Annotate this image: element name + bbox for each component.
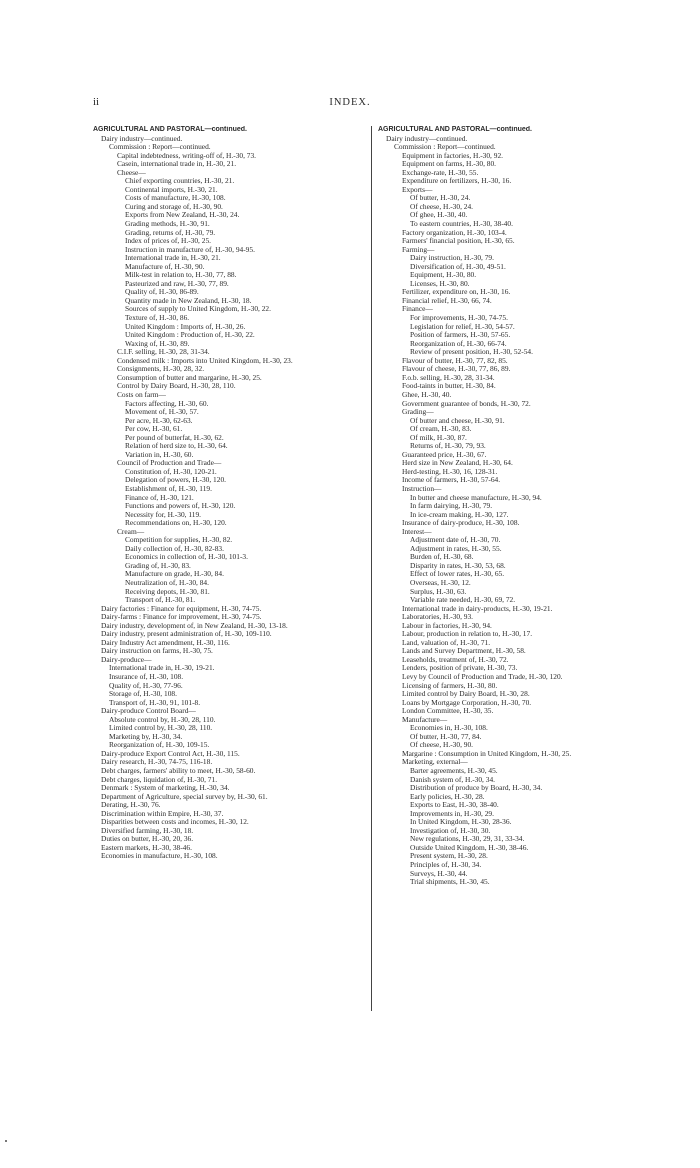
index-entry: Dairy research, H.-30, 74-75, 116-18. — [101, 758, 213, 767]
index-entry: Guaranteed price, H.-30, 67. — [402, 450, 487, 459]
index-entry: Lands and Survey Department, H.-30, 58. — [402, 647, 526, 656]
index-entry: Grading of, H.-30, 83. — [125, 561, 191, 570]
index-entry: Laboratories, H.-30, 93. — [402, 613, 474, 622]
index-entry: Trial shipments, H.-30, 45. — [410, 878, 490, 887]
index-entry: Reorganization of, H.-30, 109-15. — [109, 741, 210, 750]
index-entry: Casein, international trade in, H.-30, 21. — [117, 160, 237, 169]
index-entry: Dairy instruction, H.-30, 79. — [410, 254, 494, 263]
index-entry: Per cow, H.-30, 61. — [125, 425, 183, 434]
index-entry: Constitution of, H.-30, 120-21. — [125, 467, 217, 476]
index-entry: Labour, production in relation to, H.-30, 17. — [402, 630, 533, 639]
index-entry: Absolute control by, H.-30, 28, 110. — [109, 715, 216, 724]
index-entry: Duties on butter, H.-30, 20, 36. — [101, 835, 194, 844]
index-entry: Debt charges, farmers' ability to meet, H.-30, 58-60. — [101, 767, 256, 776]
index-column-left — [93, 126, 376, 861]
index-entry: Functions and powers of, H.-30, 120. — [125, 502, 236, 511]
index-entry: Instruction in manufacture of, H.-30, 94-95. — [125, 245, 255, 254]
index-entry: Dairy-produce— — [101, 655, 152, 664]
index-entry: Flavour of cheese, H.-30, 77, 86, 89. — [402, 365, 511, 374]
index-entry: New regulations, H.-30, 29, 31, 33-34. — [410, 835, 525, 844]
index-entry: Marketing, external— — [402, 758, 468, 767]
index-entry: Lenders, position of private, H.-30, 73. — [402, 664, 518, 673]
index-entry: Movement of, H.-30, 57. — [125, 408, 199, 417]
index-entry: Per acre, H.-30, 62-63. — [125, 416, 193, 425]
index-entry: International trade in dairy-products, H.-30, 19-21. — [402, 604, 553, 613]
index-entry: Insurance of dairy-produce, H.-30, 108. — [402, 519, 520, 528]
index-entry: Of butter and cheese, H.-30, 91. — [410, 416, 505, 425]
index-entry: Grading— — [402, 408, 434, 417]
index-entry: Interest— — [402, 527, 432, 536]
index-entry: Financial relief, H.-30, 66, 74. — [402, 296, 492, 305]
index-entry: Distribution of produce by Board, H.-30, 34. — [410, 784, 543, 793]
index-entry: Index of prices of, H.-30, 25. — [125, 237, 211, 246]
index-entry: Factory organization, H.-30, 103-4. — [402, 228, 507, 237]
index-entry: Equipment, H.-30, 80. — [410, 271, 477, 280]
index-entry: Discrimination within Empire, H.-30, 37. — [101, 809, 224, 818]
index-entry: Expenditure on fertilizers, H.-30, 16. — [402, 177, 512, 186]
index-entry: Herd-testing, H.-30, 16, 128-31. — [402, 467, 498, 476]
index-entry: Factors affecting, H.-30, 60. — [125, 399, 209, 408]
index-entry: Diversification of, H.-30, 49-51. — [410, 262, 506, 271]
index-entry: Chief exporting countries, H.-30, 21. — [125, 177, 235, 186]
index-entry: Relation of herd size to, H.-30, 64. — [125, 442, 228, 451]
index-entry: Licensing of farmers, H.-30, 80. — [402, 681, 498, 690]
index-entry: In ice-cream making, H.-30, 127. — [410, 510, 509, 519]
index-entry: Condensed milk : Imports into United Kingdom, H.-30, 23. — [117, 356, 293, 365]
index-entry: Economies in, H.-30, 108. — [410, 724, 488, 733]
index-entry: Of cheese, H.-30, 90. — [410, 741, 474, 750]
index-entry: Texture of, H.-30, 86. — [125, 314, 190, 323]
index-entry: Outside United Kingdom, H.-30, 38-46. — [410, 843, 529, 852]
index-entry: Fertilizer, expenditure on, H.-30, 16. — [402, 288, 511, 297]
index-entry: Cream— — [117, 527, 145, 536]
index-entry: Eastern markets, H.-30, 38-46. — [101, 843, 192, 852]
index-entry: Economies in manufacture, H.-30, 108. — [101, 852, 218, 861]
index-entry: Capital indebtedness, writing-off of, H.-30, 73. — [117, 151, 257, 160]
index-entry: Consignments, H.-30, 28, 32. — [117, 365, 205, 374]
page-number: ii — [93, 96, 100, 108]
index-entry: Dairy instruction on farms, H.-30, 75. — [101, 647, 213, 656]
index-entry: Disparities between costs and incomes, H.-30, 12. — [101, 818, 249, 827]
index-entry: Manufacture of, H.-30, 90. — [125, 262, 205, 271]
index-entry: Surplus, H.-30, 63. — [410, 587, 467, 596]
index-entry: Costs on farm— — [117, 390, 166, 399]
index-entry: Exports— — [402, 185, 433, 194]
index-entry: Cheese— — [117, 168, 146, 177]
index-entry: To eastern countries, H.-30, 38-40. — [410, 220, 513, 229]
index-entry: Farmers' financial position, H.-30, 65. — [402, 237, 515, 246]
index-entry: Neutralization of, H.-30, 84. — [125, 578, 209, 587]
index-entry: Quality of, H.-30, 86-89. — [125, 288, 199, 297]
index-entry: Of milk, H.-30, 87. — [410, 433, 467, 442]
index-entry: Costs of manufacture, H.-30, 108. — [125, 194, 226, 203]
index-entry: Derating, H.-30, 76. — [101, 801, 161, 810]
index-entry: Dairy industry—continued. — [101, 134, 183, 143]
index-entry: Herd size in New Zealand, H.-30, 64. — [402, 459, 513, 468]
index-entry: Diversified farming, H.-30, 18. — [101, 826, 194, 835]
index-entry: Economics in collection of, H.-30, 101-3. — [125, 553, 248, 562]
index-entry: Storage of, H.-30, 108. — [109, 690, 177, 699]
index-entry: Overseas, H.-30, 12. — [410, 578, 471, 587]
index-entry: Transport of, H.-30, 81. — [125, 596, 196, 605]
index-entry: Transport of, H.-30, 91, 101-8. — [109, 698, 201, 707]
index-entry: F.o.b. selling, H.-30, 28, 31-34. — [402, 373, 495, 382]
index-entry: Denmark : System of marketing, H.-30, 34. — [101, 784, 230, 793]
index-entry: Of cheese, H.-30, 24. — [410, 202, 474, 211]
index-entry: Competition for supplies, H.-30, 82. — [125, 536, 233, 545]
index-entry: Income of farmers, H.-30, 57-64. — [402, 476, 501, 485]
index-entry: AGRICULTURAL AND PASTORAL—continued. — [93, 126, 247, 133]
index-entry: Receiving depots, H.-30, 81. — [125, 587, 210, 596]
index-entry: Limited control by, H.-30, 28, 110. — [109, 724, 213, 733]
index-entry: Of ghee, H.-30, 40. — [410, 211, 468, 220]
index-entry: Marketing by, H.-30, 34. — [109, 732, 183, 741]
index-entry: Manufacture on grade, H.-30, 84. — [125, 570, 224, 579]
index-entry: C.I.F. selling, H.-30, 28, 31-34. — [117, 348, 210, 357]
index-entry: Dairy-produce Control Board— — [101, 707, 196, 716]
index-entry: Of butter, H.-30, 24. — [410, 194, 471, 203]
index-entry: Grading methods, H.-30, 91. — [125, 220, 210, 229]
index-entry: Licenses, H.-30, 80. — [410, 279, 470, 288]
index-entry: Manufacture— — [402, 715, 448, 724]
index-entry: Quality of, H.-30, 77-96. — [109, 681, 183, 690]
index-entry: Farming— — [402, 245, 435, 254]
index-entry: Insurance of, H.-30, 108. — [109, 673, 184, 681]
index-entry: Position of farmers, H.-30, 57-65. — [410, 331, 511, 340]
index-entry: Necessity for, H.-30, 119. — [125, 510, 201, 519]
index-entry: Pasteurized and raw, H.-30, 77, 89. — [125, 279, 229, 288]
index-entry: Equipment on farms, H.-30, 80. — [402, 160, 497, 169]
index-entry: Danish system of, H.-30, 34. — [410, 775, 495, 784]
index-column-right — [378, 126, 661, 887]
index-entry: Labour in factories, H.-30, 94. — [402, 621, 492, 630]
index-entry: Of cream, H.-30, 83. — [410, 425, 472, 434]
column-divider — [371, 126, 372, 1011]
index-entry: Exports to East, H.-30, 38-40. — [410, 801, 499, 810]
index-entry: Exchange-rate, H.-30, 55. — [402, 168, 479, 177]
index-entry: London Committee, H.-30, 35. — [402, 707, 494, 716]
index-entry: Variation in, H.-30, 60. — [125, 450, 194, 459]
index-entry: Dairy-farms : Finance for improvement, H.-30, 74-75. — [101, 613, 262, 622]
index-entry: AGRICULTURAL AND PASTORAL—continued. — [378, 126, 532, 133]
index-entry: For improvements, H.-30, 74-75. — [410, 314, 508, 323]
index-entry: Delegation of powers, H.-30, 120. — [125, 476, 226, 485]
index-entry: Investigation of, H.-30, 30. — [410, 826, 491, 835]
index-entry: Adjustment in rates, H.-30, 55. — [410, 544, 502, 553]
scan-speck — [5, 1140, 7, 1142]
index-entry: Milk-test in relation to, H.-30, 77, 88. — [125, 271, 237, 280]
index-entry: Dairy industry, present administration of, H.-30, 109-110. — [101, 630, 272, 639]
index-entry: Loans by Mortgage Corporation, H.-30, 70. — [402, 698, 532, 707]
index-entry: Continental imports, H.-30, 21. — [125, 185, 218, 194]
index-entry: United Kingdom : Imports of, H.-30, 26. — [125, 322, 246, 331]
index-entry: Legislation for relief, H.-30, 54-57. — [410, 322, 515, 331]
index-entry: Department of Agriculture, special survey by, H.-30, 61. — [101, 792, 268, 801]
index-entry: Variable rate needed, H.-30, 69, 72. — [410, 596, 516, 605]
index-entry: Improvements in, H.-30, 29. — [410, 809, 494, 818]
index-entry: Effect of lower rates, H.-30, 65. — [410, 570, 505, 579]
index-entry: Leaseholds, treatment of, H.-30, 72. — [402, 655, 509, 664]
index-entry: Reorganization of, H.-30, 66-74. — [410, 339, 507, 348]
index-entry: Disparity in rates, H.-30, 53, 68. — [410, 561, 506, 570]
index-entry: Finance of, H.-30, 121. — [125, 493, 194, 502]
index-entry: Flavour of butter, H.-30, 77, 82, 85. — [402, 356, 508, 365]
index-entry: Dairy Industry Act amendment, H.-30, 116. — [101, 638, 230, 647]
index-entry: Commission : Report—continued. — [394, 143, 496, 152]
index-entry: In United Kingdom, H.-30, 28-36. — [410, 818, 512, 827]
index-entry: Instruction— — [402, 484, 442, 493]
index-entry: Dairy industry, development of, in New Zealand, H.-30, 13-18. — [101, 621, 288, 630]
index-entry: Council of Production and Trade— — [117, 459, 222, 468]
index-entry: Present system, H.-30, 28. — [410, 852, 488, 861]
index-entry: Barter agreements, H.-30, 45. — [410, 767, 498, 776]
index-entry: In butter and cheese manufacture, H.-30, 94. — [410, 493, 542, 502]
index-entry: Review of present position, H.-30, 52-54. — [410, 348, 533, 357]
index-entry: Grading, returns of, H.-30, 79. — [125, 228, 216, 237]
index-entry: Dairy factories : Finance for equipment, H.-30, 74-75. — [101, 604, 262, 613]
index-entry: Waxing of, H.-30, 89. — [125, 339, 190, 348]
index-entry: Dairy-produce Export Control Act, H.-30, 115. — [101, 749, 240, 758]
index-entry: Principles of, H.-30, 34. — [410, 861, 482, 870]
index-entry: United Kingdom : Production of, H.-30, 22. — [125, 331, 255, 340]
index-entry: Limited control by Dairy Board, H.-30, 28. — [402, 690, 530, 699]
index-entry: Quantity made in New Zealand, H.-30, 18. — [125, 296, 252, 305]
index-entry: Establishment of, H.-30, 119. — [125, 484, 212, 493]
index-entry: Dairy industry—continued. — [386, 134, 468, 143]
index-entry: Recommendations on, H.-30, 120. — [125, 519, 227, 528]
index-entry: Daily collection of, H.-30, 82-83. — [125, 544, 224, 553]
index-entry: Debt charges, liquidation of, H.-30, 71. — [101, 775, 218, 784]
index-entry: Sources of supply to United Kingdom, H.-30, 22. — [125, 305, 271, 314]
index-entry: Returns of, H.-30, 79, 93. — [410, 442, 486, 451]
index-entry: Exports from New Zealand, H.-30, 24. — [125, 211, 240, 220]
index-entry: Early policies, H.-30, 28. — [410, 792, 485, 801]
index-entry: Surveys, H.-30, 44. — [410, 869, 468, 878]
index-entry: Levy by Council of Production and Trade, H.-30, 120. — [402, 673, 563, 681]
index-entry: Finance— — [402, 305, 433, 314]
index-entry: Curing and storage of, H.-30, 90. — [125, 202, 223, 211]
index-entry: Of butter, H.-30, 77, 84. — [410, 732, 482, 741]
page-title: INDEX. — [329, 97, 371, 108]
index-entry: Margarine : Consumption in United Kingdom, H.-30, 25. — [402, 749, 572, 758]
index-entry: Per pound of butterfat, H.-30, 62. — [125, 433, 224, 442]
index-entry: Ghee, H.-30, 40. — [402, 390, 452, 399]
index-entry: In farm dairying, H.-30, 79. — [410, 502, 493, 511]
index-entry: Government guarantee of bonds, H.-30, 72. — [402, 399, 531, 408]
index-entry: Adjustment date of, H.-30, 70. — [410, 536, 501, 545]
index-entry: Control by Dairy Board, H.-30, 28, 110. — [117, 382, 236, 391]
index-entry: Food-taints in butter, H.-30, 84. — [402, 382, 496, 391]
index-entry: Commission : Report—continued. — [109, 143, 211, 152]
index-entry: International trade in, H.-30, 19-21. — [109, 664, 215, 673]
index-entry: Equipment in factories, H.-30, 92. — [402, 151, 503, 160]
index-entry: Land, valuation of, H.-30, 71. — [402, 638, 491, 647]
index-entry: Burden of, H.-30, 68. — [410, 553, 474, 562]
index-entry: International trade in, H.-30, 21. — [125, 254, 221, 263]
index-entry: Consumption of butter and margarine, H.-30, 25. — [117, 373, 262, 382]
